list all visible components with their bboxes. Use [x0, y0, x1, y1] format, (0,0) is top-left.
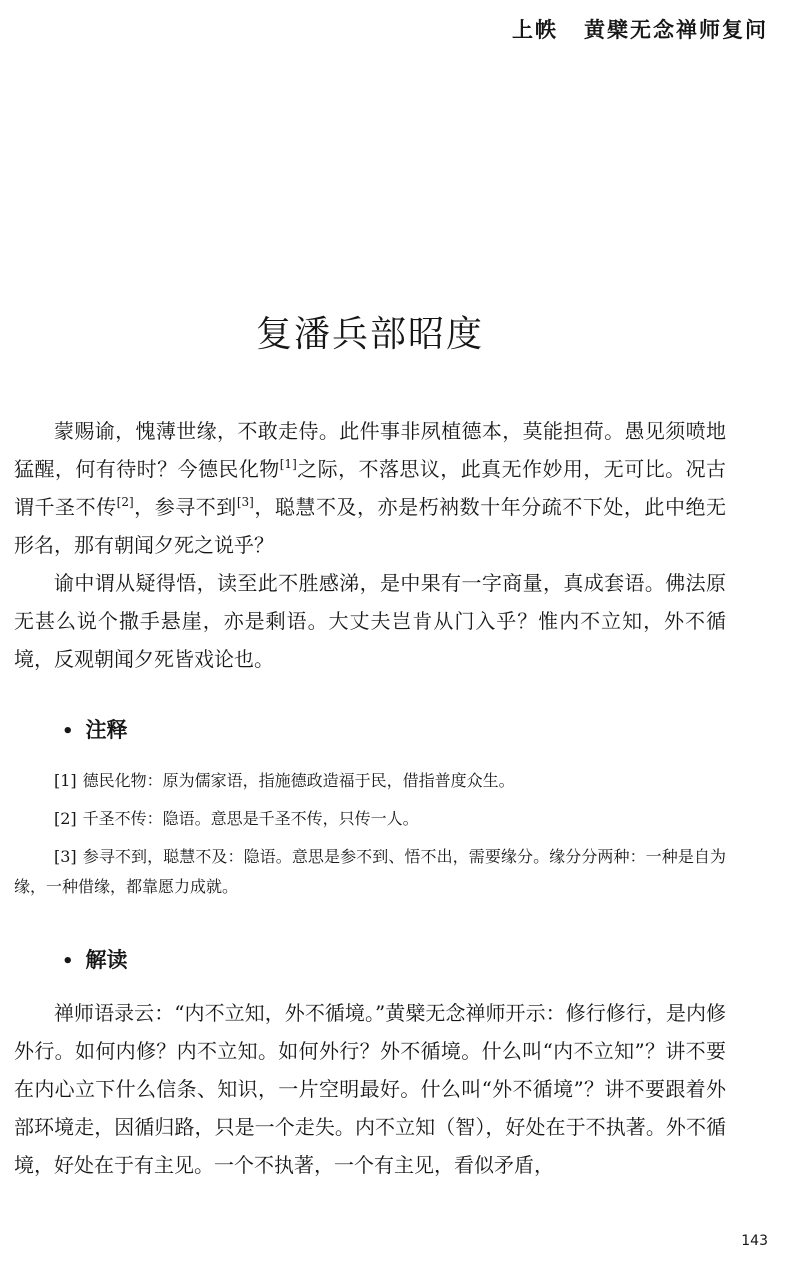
- note-number: [1]: [54, 771, 77, 790]
- note-number: [2]: [54, 809, 77, 828]
- footnote-ref-1: [1]: [279, 457, 297, 471]
- letter-text-segment: 蒙赐谕，愧薄世缘，不敢走侍。此件事非夙植德本，莫能担荷。愚见须喷地猛醒，何有待时？今德民化物: [14, 419, 726, 481]
- notes-heading: [62, 714, 128, 744]
- notes-heading-label: 注释: [85, 718, 128, 742]
- bullet-icon: •: [62, 951, 74, 972]
- interpretation-heading-label: 解读: [85, 948, 128, 972]
- note-item: [14, 804, 726, 834]
- letter-text-segment: ，参寻不到: [133, 495, 237, 519]
- notes-list: [14, 766, 726, 902]
- letter-text-segment: 之际，不落思议，此真无作妙用，无可比。况古谓千圣不传: [14, 457, 727, 519]
- interpretation-body: [14, 994, 726, 1184]
- running-header: [512, 14, 768, 44]
- letter-paragraph-1: [14, 412, 726, 564]
- page-title: 复潘兵部昭度: [255, 314, 484, 355]
- note-text: 德民化物：原为儒家语，指施德政造福于民，借指普度众生。: [82, 771, 515, 790]
- note-item: [14, 766, 726, 796]
- letter-body: [14, 412, 726, 678]
- header-chapter: 黄檗无念禅师复问: [584, 18, 768, 42]
- note-item: [14, 842, 726, 902]
- header-part: 上帙: [512, 18, 558, 42]
- note-text: 千圣不传：隐语。意思是千圣不传，只传一人。: [82, 809, 419, 828]
- note-number: [3]: [54, 847, 77, 866]
- letter-text-segment: ，聪慧不及，亦是朽衲数十年分疏不下处，此中绝无形名，那有朝闻夕死之说乎？: [14, 495, 727, 557]
- interpretation-paragraph: 禅师语录云：“内不立知，外不循境。”黄檗无念禅师开示：修行修行，是内修外行。如何内修？内不立知。如何外行？外不循境。什么叫“内不立知”？讲不要在内心立下什么信条、知识，一片空明最好。什么叫“外不循境”？讲不要跟着外部环境走，因循归路，只是一个走失。内不立知（智），好处在于不执著。外不循境，好处在于有主见。一个不执著，一个有主见，看似矛盾，: [14, 1001, 726, 1177]
- note-text: 参寻不到，聪慧不及：隐语。意思是参不到、悟不出，需要缘分。缘分分两种：一种是自为缘，一种借缘，都靠愿力成就。: [14, 847, 726, 896]
- page-number: 143: [741, 1233, 768, 1249]
- interpretation-heading: [62, 944, 128, 974]
- bullet-icon: •: [62, 721, 74, 742]
- footnote-ref-2: [2]: [116, 495, 134, 509]
- footnote-ref-3: [3]: [236, 495, 254, 509]
- letter-paragraph-2: 谕中谓从疑得悟，读至此不胜感涕，是中果有一字商量，真成套语。佛法原无甚么说个撒手悬崖，亦是剩语。大丈夫岂肯从门入乎？惟内不立知，外不循境，反观朝闻夕死皆戏论也。: [14, 571, 726, 671]
